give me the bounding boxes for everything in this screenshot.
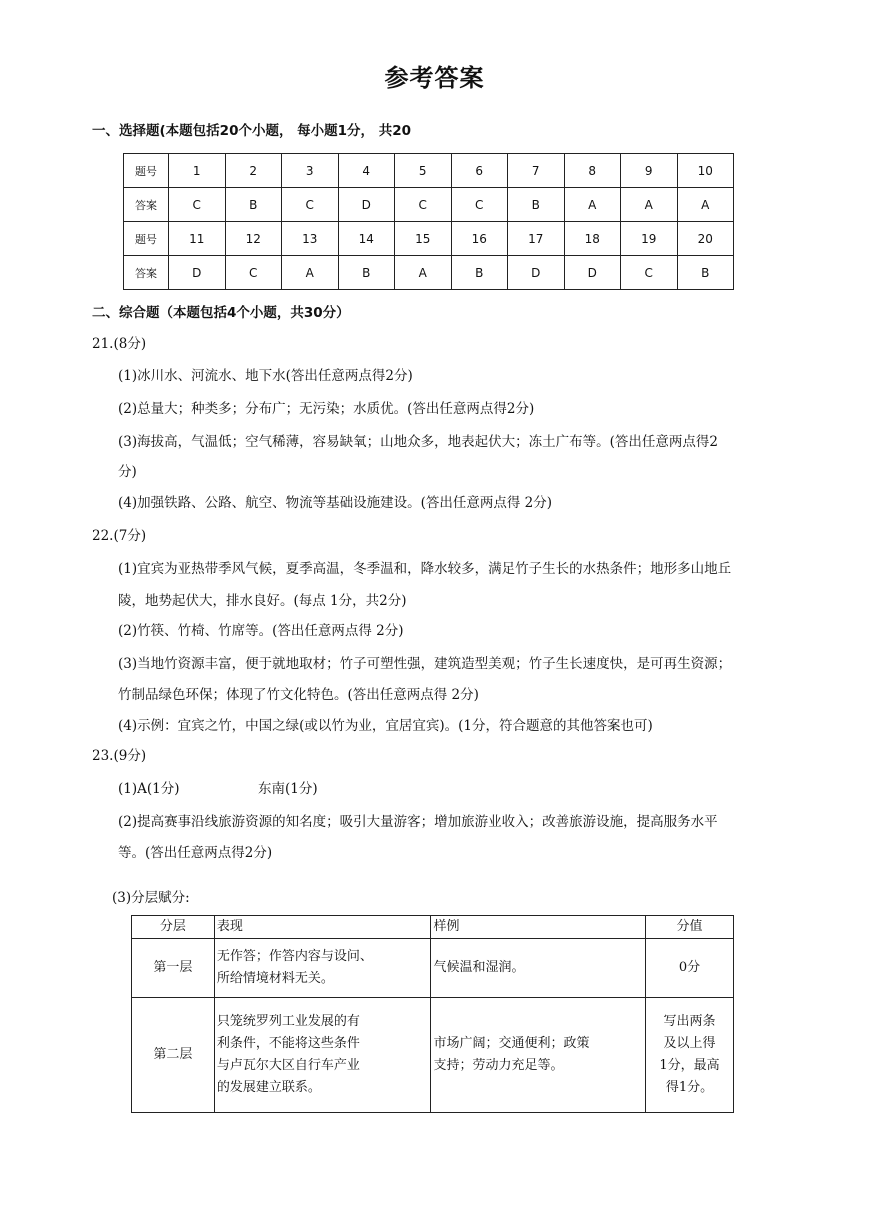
answer-table-row [124,256,734,290]
answer-cell: 19 [621,222,678,256]
q22-answer-4: (4)示例：宜宾之竹，中国之绿(或以竹为业，宜居宜宾)。(1分，符合题意的其他答案也可) [118,718,653,734]
answer-cell: C [282,188,339,222]
answer-cell: D [508,256,565,290]
answer-cell: 5 [395,154,452,188]
answer-cell: 6 [451,154,508,188]
q22-answer-2: (2)竹筷、竹椅、竹席等。(答出任意两点得 2分) [118,623,404,639]
q22-answer-1-line1: (1)宜宾为亚热带季风气候，夏季高温，冬季温和，降水较多，满足竹子生长的水热条件；地形多山地丘 [118,561,732,577]
q23-answer-1a: (1)A(1分) [118,781,180,797]
header-level: 分层 [132,916,215,939]
scoring-header-row [132,916,734,939]
answer-cell: A [621,188,678,222]
answer-cell: B [508,188,565,222]
q21-answer-1: (1)冰川水、河流水、地下水(答出任意两点得2分) [118,368,413,384]
q21-answer-3-line1: (3)海拔高，气温低；空气稀薄，容易缺氧；山地众多，地表起伏大；冻土广布等。(答出任意两点得2 [118,434,718,450]
performance-cell [214,939,431,998]
row-label: 答案 [124,188,169,222]
answer-cell: 7 [508,154,565,188]
example-line: 市场广阔；交通便利；政策 [433,1036,590,1051]
q23-answer-2-line1: (2)提高赛事沿线旅游资源的知名度；吸引大量游客；增加旅游业收入；改善旅游设施，提高服务水平 [118,814,718,830]
answer-cell: A [395,256,452,290]
answer-cell: 11 [169,222,226,256]
header-example: 样例 [431,916,646,939]
score-cell [646,998,734,1113]
score-line: 1分，最高 [659,1058,720,1073]
performance-line: 只笼统罗列工业发展的有 [216,1014,360,1029]
example-line: 支持；劳动力充足等。 [433,1058,564,1073]
answer-cell: D [564,256,621,290]
score-cell [646,939,734,998]
answer-cell: C [451,188,508,222]
answer-cell: 1 [169,154,226,188]
scoring-row [132,998,734,1113]
answer-cell: A [677,188,734,222]
answer-cell: 18 [564,222,621,256]
row-label: 题号 [124,222,169,256]
scoring-table [131,915,734,1113]
score-line: 0分 [678,960,701,975]
answer-cell: D [338,188,395,222]
q21-heading: 21.(8分) [92,336,147,352]
q22-answer-3-line1: (3)当地竹资源丰富，便于就地取材；竹子可塑性强，建筑造型美观；竹子生长速度快，是可再生资源； [118,656,732,672]
performance-line: 利条件，不能将这些条件 [216,1036,360,1051]
answer-table-row [124,154,734,188]
performance-line: 无作答；作答内容与设问、 [216,949,373,964]
scoring-row [132,939,734,998]
performance-line: 的发展建立联系。 [216,1080,321,1095]
q22-answer-3-line2: 竹制品绿色环保；体现了竹文化特色。(答出任意两点得 2分) [118,687,479,703]
q23-heading: 23.(9分) [92,748,147,764]
score-line: 得1分。 [665,1080,714,1095]
answer-cell: 4 [338,154,395,188]
page-title: 参考答案 [384,64,485,92]
answer-cell: C [621,256,678,290]
answer-table-row [124,188,734,222]
example-line: 气候温和湿润。 [433,960,525,975]
answer-cell: 8 [564,154,621,188]
answer-cell: C [395,188,452,222]
performance-line: 与卢瓦尔大区自行车产业 [216,1058,360,1073]
q22-heading: 22.(7分) [92,528,147,544]
q23-answer-1b: 东南(1分) [258,781,318,797]
row-label: 答案 [124,256,169,290]
answer-cell: B [677,256,734,290]
q23-answer-3: (3)分层赋分: [112,890,190,906]
answer-cell: 10 [677,154,734,188]
answer-cell: B [225,188,282,222]
answer-cell: 16 [451,222,508,256]
answer-cell: C [225,256,282,290]
level-cell: 第二层 [132,998,215,1113]
choice-answer-table [123,153,734,290]
answer-cell: D [169,256,226,290]
header-performance: 表现 [214,916,431,939]
example-cell [431,998,646,1113]
answer-table-row [124,222,734,256]
answer-cell: A [564,188,621,222]
answer-cell: 20 [677,222,734,256]
answer-cell: C [169,188,226,222]
answer-cell: 14 [338,222,395,256]
answer-cell: 3 [282,154,339,188]
q21-answer-2: (2)总量大；种类多；分布广；无污染；水质优。(答出任意两点得2分) [118,401,535,417]
q21-answer-4: (4)加强铁路、公路、航空、物流等基础设施建设。(答出任意两点得 2分) [118,495,553,511]
answer-cell: 13 [282,222,339,256]
answer-cell: 12 [225,222,282,256]
row-label: 题号 [124,154,169,188]
q23-answer-2-line2: 等。(答出任意两点得2分) [118,845,273,861]
example-cell [431,939,646,998]
answer-cell: B [338,256,395,290]
level-cell: 第一层 [132,939,215,998]
section1-heading: 一、选择题(本题包括20个小题， 每小题1分， 共20 [92,123,412,139]
answer-cell: A [282,256,339,290]
section2-heading: 二、综合题（本题包括4个小题，共30分） [92,305,350,321]
answer-cell: 17 [508,222,565,256]
performance-line: 所给情境材料无关。 [216,971,334,986]
header-score: 分值 [646,916,734,939]
score-line: 写出两条 [663,1014,716,1029]
score-line: 及以上得 [663,1036,716,1051]
answer-cell: 15 [395,222,452,256]
answer-cell: B [451,256,508,290]
q22-answer-1-line2: 陵，地势起伏大，排水良好。(每点 1分，共2分) [118,593,407,609]
answer-cell: 9 [621,154,678,188]
performance-cell [214,998,431,1113]
q21-answer-3-line2: 分) [118,464,137,480]
answer-cell: 2 [225,154,282,188]
